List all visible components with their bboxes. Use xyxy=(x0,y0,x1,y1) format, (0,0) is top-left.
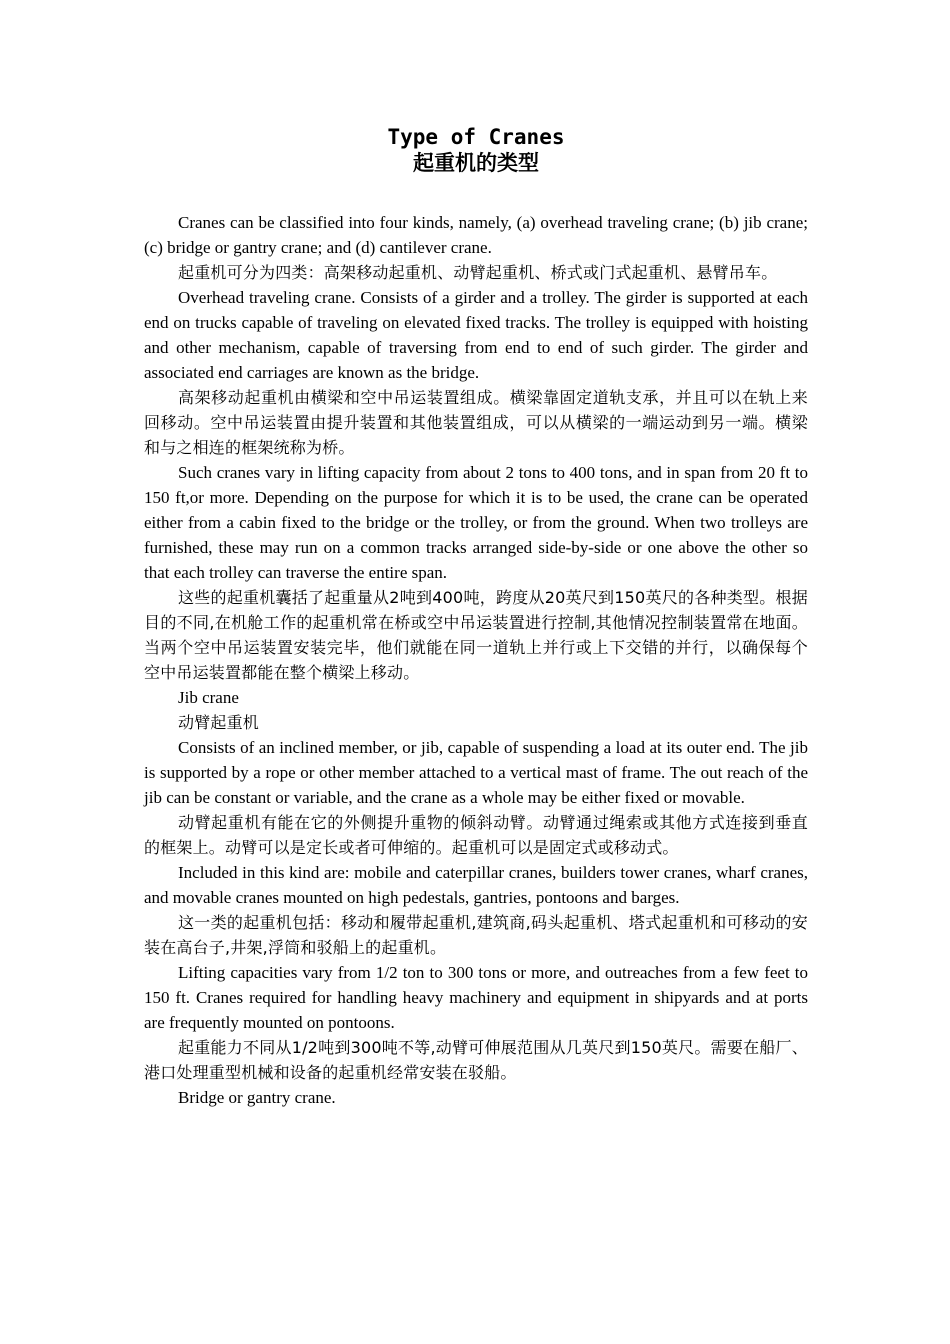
paragraph-en: Such cranes vary in lifting capacity from about 2 tons to 400 tons, and in span from 20 ft to 150 ft,or more. Depending on the purpose for which it is to be used, the crane can be operated either from a cabin fixed to the bridge or the trolley, or from the ground. When two trolleys are furnished, these may run on a common tracks arranged side-by-side or one above the other so that each trolley can traverse the entire span. xyxy=(144,463,808,582)
paragraph-en: Consists of an inclined member, or jib, capable of suspending a load at its outer end. The jib is supported by a rope or other member attached to a vertical mast of frame. The out reach of the jib can be constant or variable, and the crane as a whole may be either fixed or movable. xyxy=(144,738,808,807)
paragraph-zh: 这些的起重机囊括了起重量从2吨到400吨，跨度从20英尺到150英尺的各种类型。根据目的不同,在机舱工作的起重机常在桥或空中吊运装置进行控制,其他情况控制装置常在地面。当两个空中吊运装置安装完毕，他们就能在同一道轨上并行或上下交错的并行，以确保每个空中吊运装置都能在整个横梁上移动。 xyxy=(144,588,808,682)
paragraph-en: Overhead traveling crane. Consists of a girder and a trolley. The girder is supported at each end on trucks capable of traveling on elevated fixed tracks. The trolley is equipped with hoisting and other mechanism, capable of traversing from end to end of such girder. The girder and associated end carriages are known as the bridge. xyxy=(144,288,808,382)
paragraph-en: Cranes can be classified into four kinds, namely, (a) overhead traveling crane; (b) jib crane; (c) bridge or gantry crane; and (d) cantilever crane. xyxy=(144,213,808,257)
section-heading-en: Jib crane xyxy=(178,688,239,707)
page-title-chinese: 起重机的类型 xyxy=(413,151,539,175)
paragraph-zh: 高架移动起重机由横梁和空中吊运装置组成。横梁靠固定道轨支承，并且可以在轨上来回移动。空中吊运装置由提升装置和其他装置组成，可以从横梁的一端运动到另一端。横梁和与之相连的框架统称为桥。 xyxy=(144,388,808,457)
paragraph-en: Lifting capacities vary from 1/2 ton to 300 tons or more, and outreaches from a few feet to 150 ft. Cranes required for handling heavy machinery and equipment in shipyards and at ports are frequently mounted on pontoons. xyxy=(144,963,808,1032)
paragraph-zh: 起重机可分为四类：高架移动起重机、动臂起重机、桥式或门式起重机、悬臂吊车。 xyxy=(178,263,778,282)
paragraph-en: Included in this kind are: mobile and caterpillar cranes, builders tower cranes, wharf cranes, and movable cranes mounted on high pedestals, gantries, pontoons and barges. xyxy=(144,863,808,907)
page-title-english: Type of Cranes xyxy=(387,125,565,149)
document-body xyxy=(144,210,808,1110)
section-heading-en: Bridge or gantry crane. xyxy=(178,1088,336,1107)
paragraph-zh: 起重能力不同从1/2吨到300吨不等,动臂可伸展范围从几英尺到150英尺。需要在船厂、港口处理重型机械和设备的起重机经常安装在驳船。 xyxy=(144,1038,808,1082)
paragraph-zh: 动臂起重机有能在它的外侧提升重物的倾斜动臂。动臂通过绳索或其他方式连接到垂直的框架上。动臂可以是定长或者可伸缩的。起重机可以是固定式或移动式。 xyxy=(144,813,808,857)
section-heading-zh: 动臂起重机 xyxy=(178,713,260,732)
document-page xyxy=(144,124,808,1110)
paragraph-zh: 这一类的起重机包括：移动和履带起重机,建筑商,码头起重机、塔式起重机和可移动的安装在高台子,井架,浮筒和驳船上的起重机。 xyxy=(144,913,808,957)
